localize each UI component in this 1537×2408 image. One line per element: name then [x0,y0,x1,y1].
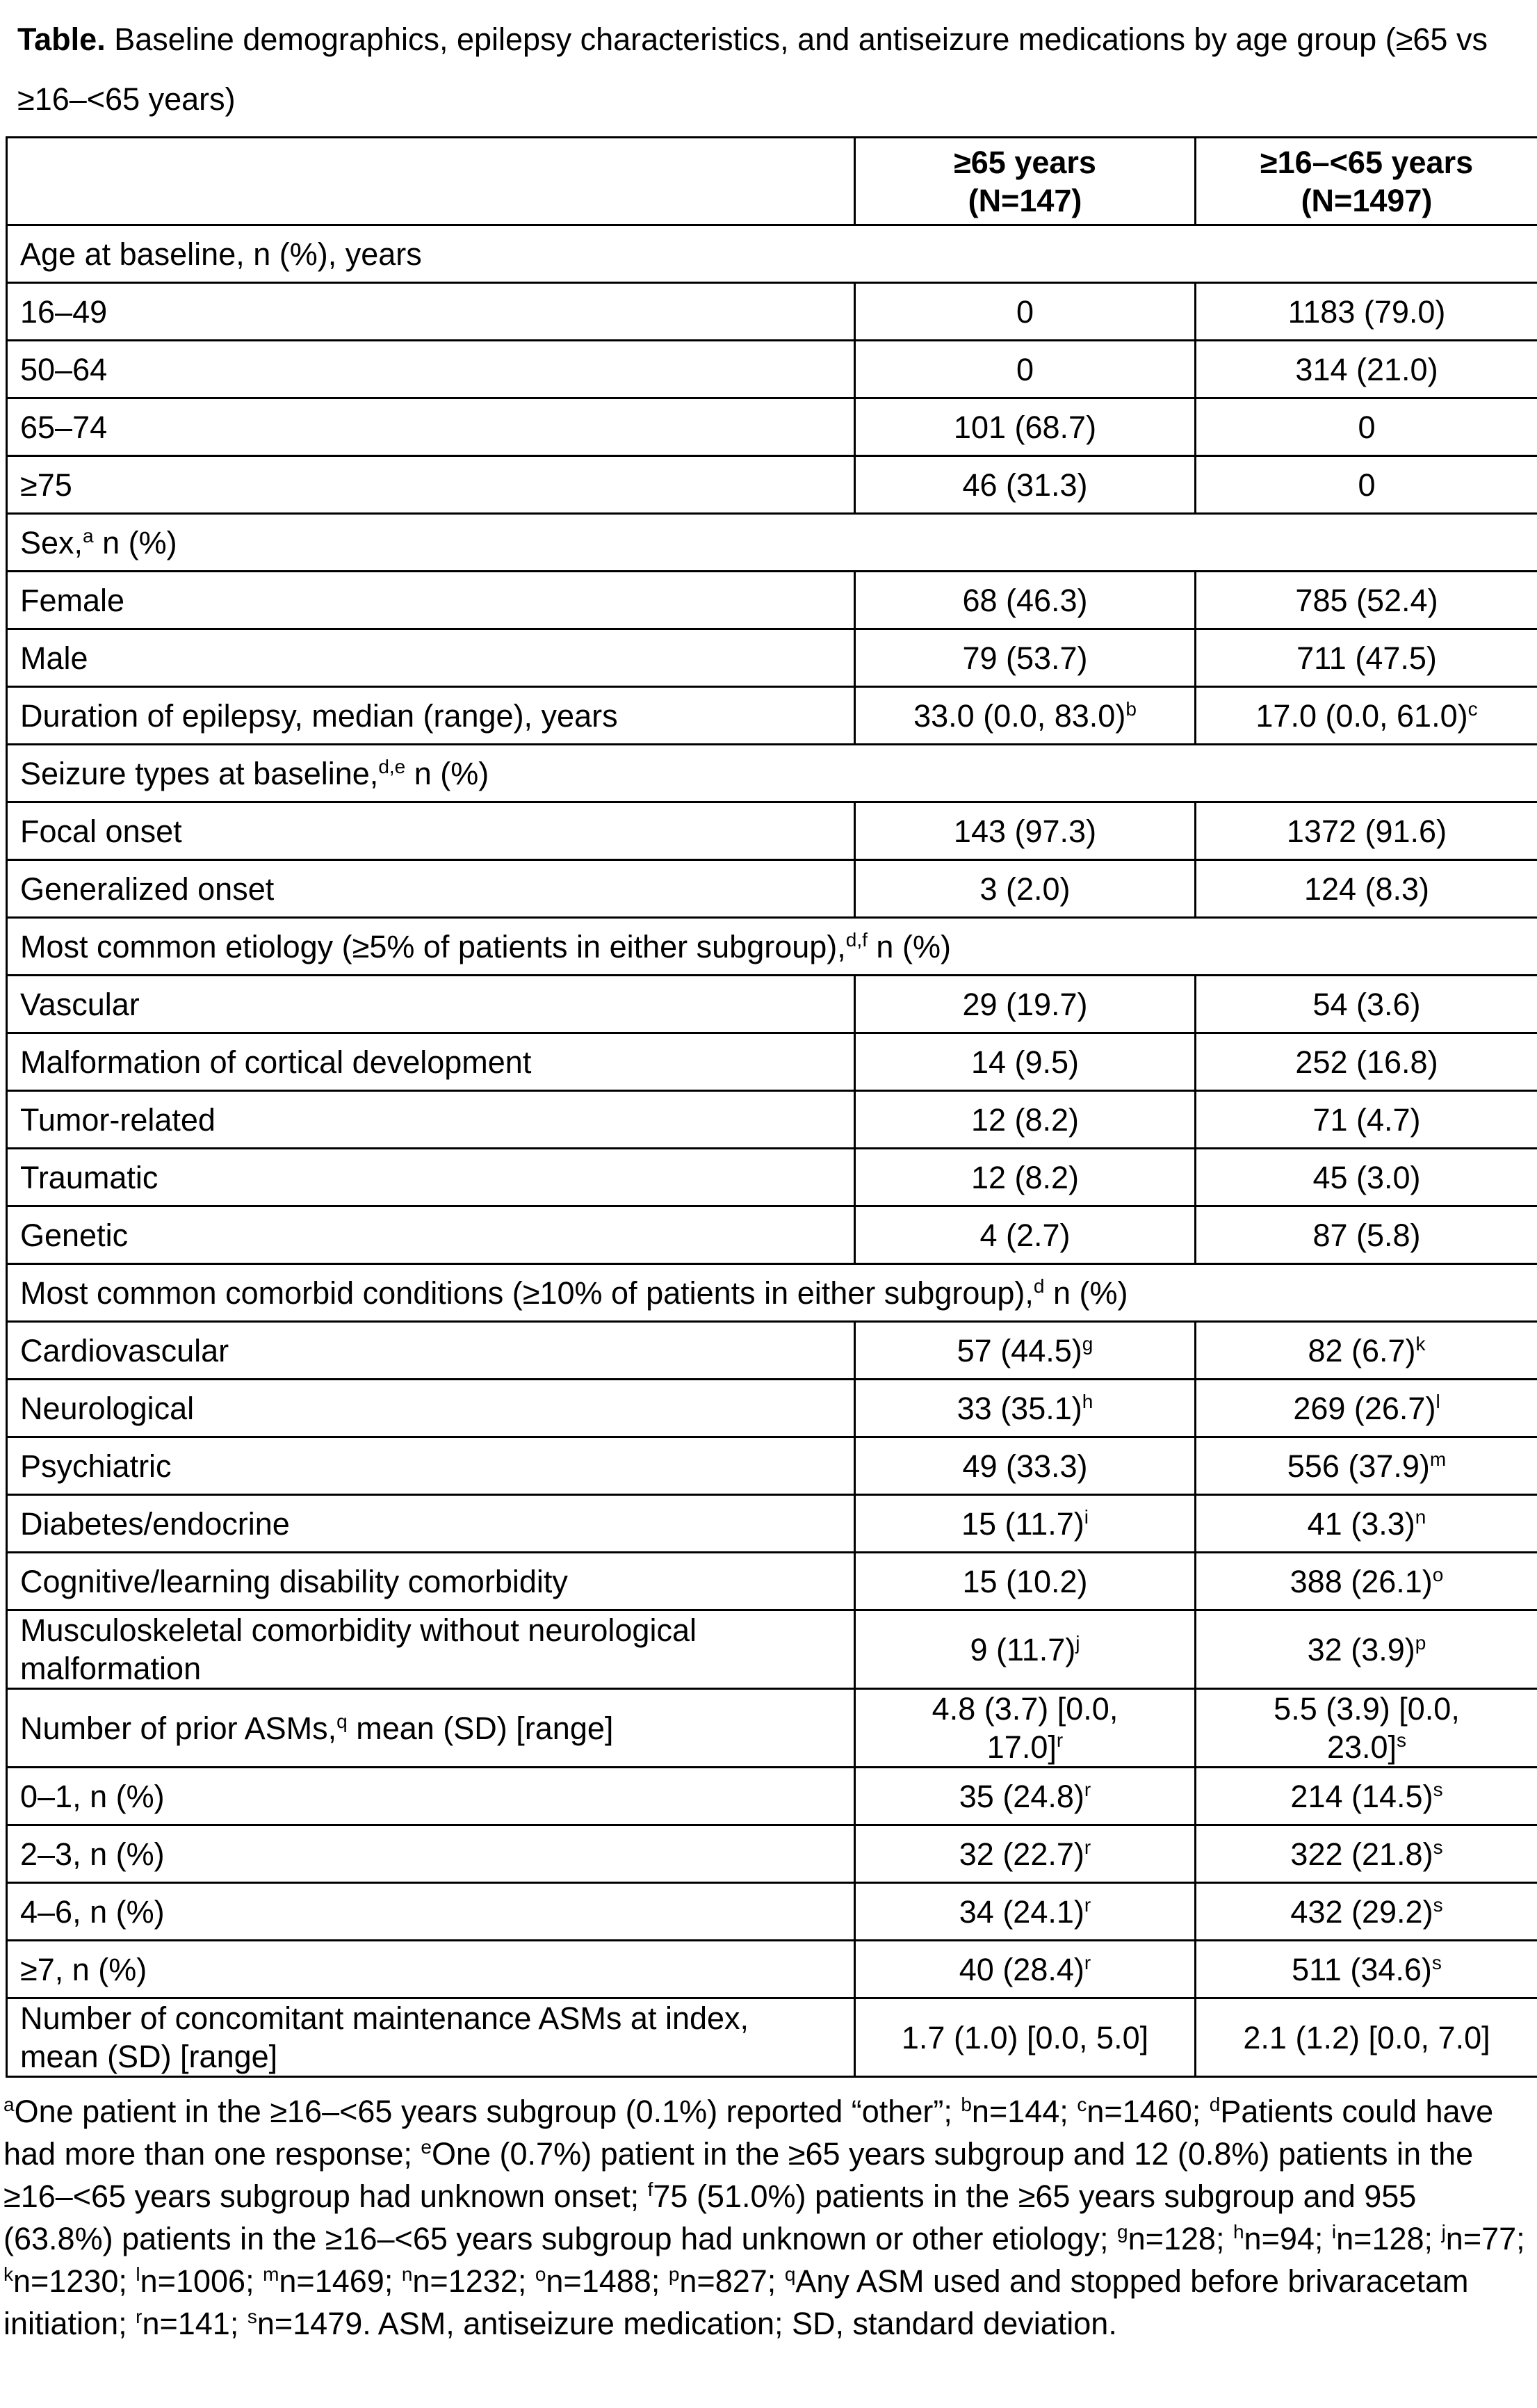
value-65-plus: 12 (8.2) [855,1091,1196,1149]
value-65-plus: 14 (9.5) [855,1033,1196,1091]
section-row-age [7,225,1537,283]
caption-label: Table. [17,22,106,57]
table-row [7,1206,1537,1264]
value-65-plus: 143 (97.3) [855,802,1196,860]
table-header-row [7,138,1537,225]
table-row [7,1941,1537,1998]
row-label: Psychiatric [7,1437,855,1495]
table-row [7,1033,1537,1091]
value-65-plus: 9 $(11.7)^j$ [855,1610,1196,1689]
table-row [7,1553,1537,1610]
value-16-65: 87 (5.8) [1196,1206,1537,1264]
value-16-65: 252 (16.8) [1196,1033,1537,1091]
row-label: Cardiovascular [7,1322,855,1380]
value-16-65: 432 $(29.2)^s$ [1196,1883,1537,1941]
table-row [7,976,1537,1033]
value-16-65: 82 $(6.7)^k$ [1196,1322,1537,1380]
value-65-plus: 15 (10.2) [855,1553,1196,1610]
row-label: Number of concomitant maintenance ASMs at index, mean (SD) [range] [7,1998,855,2077]
value-16-65: 1183 (79.0) [1196,283,1537,341]
value-16-65: 32 $(3.9)^p$ [1196,1610,1537,1689]
section-label: Sex,$^a$ n (%) [7,514,1537,572]
table-caption [17,10,1526,129]
value-65-plus: 49 (33.3) [855,1437,1196,1495]
row-label: Malformation of cortical development [7,1033,855,1091]
row-label: Male [7,629,855,687]
value-65-plus: 33.0 (0.0, 83.0)$^b$ [855,687,1196,745]
value-65-plus: 32 $(22.7)^r$ [855,1825,1196,1883]
value-65-plus: 4 (2.7) [855,1206,1196,1264]
section-row-sex [7,514,1537,572]
row-label: Focal onset [7,802,855,860]
row-label: Musculoskeletal comorbidity without neurological malformation [7,1610,855,1689]
value-65-plus: 12 (8.2) [855,1149,1196,1206]
value-16-65: 54 (3.6) [1196,976,1537,1033]
table-row [7,1495,1537,1553]
table-row-duration [7,687,1537,745]
value-65-plus: 68 (46.3) [855,572,1196,629]
table-footnotes: $^a$One patient in the ≥16–<65 years subgroup (0.1%) reported “other”; $^b$n=144; $^c$n=1460; $^d$Patients could have had more than one response; $^e$One (0.7%) patient in the ≥65 years subgroup and 12 (0.8%) patients in the ≥16–<65 years subgroup had unknown onset; $^f$75 (51.0%) patients in the ≥65 years subgroup and 955 (63.8%) patients in the ≥16–<65 years subgroup had unknown or other etiology; $^g$n=128; $^h$n=94; $^i$n=128; $^j$n=77; $^k$n=1230; $^l$n=1006; $^m$n=1469; $^n$n=1232; $^o$n=1488; $^p$n=827; $^q$Any ASM used and stopped before brivaracetam initiation; $^r$n=141; $^s$n=1479. ASM, antiseizure medication; SD, standard deviation. [3,2094,1525,2341]
row-label: Diabetes/endocrine [7,1495,855,1553]
row-label: Traumatic [7,1149,855,1206]
value-65-plus: 46 (31.3) [855,456,1196,514]
value-16-65: 322 $(21.8)^s$ [1196,1825,1537,1883]
table-row [7,398,1537,456]
table-row [7,1380,1537,1437]
value-16-65: 124 (8.3) [1196,860,1537,918]
value-16-65: 41 $(3.3)^n$ [1196,1495,1537,1553]
row-label: 50–64 [7,341,855,398]
section-row-comorbid [7,1264,1537,1322]
value-16-65: 556 $(37.9)^m$ [1196,1437,1537,1495]
value-16-65: 0 [1196,456,1537,514]
value-16-65: 785 (52.4) [1196,572,1537,629]
row-label: 2–3, n (%) [7,1825,855,1883]
table-row [7,572,1537,629]
table-row-concomitant [7,1998,1537,2077]
row-label: Generalized onset [7,860,855,918]
row-label: Tumor-related [7,1091,855,1149]
table-row [7,1091,1537,1149]
table-row [7,1768,1537,1825]
row-label: 65–74 [7,398,855,456]
table-row [7,456,1537,514]
row-label: Female [7,572,855,629]
value-65-plus: 79 (53.7) [855,629,1196,687]
value-16-65: 71 (4.7) [1196,1091,1537,1149]
row-label: Cognitive/learning disability comorbidity [7,1553,855,1610]
header-empty-cell [7,138,855,225]
baseline-table [6,136,1537,2078]
caption-text: Baseline demographics, epilepsy characteristics, and antiseizure medications by age group (≥65 vs ≥16–<65 years) [17,22,1488,117]
section-label: Seizure types at baseline,$^{d,e}$ n (%) [7,745,1537,802]
table-row [7,341,1537,398]
table-row [7,629,1537,687]
value-65-plus: 1.7 (1.0) [0.0, 5.0] [855,1998,1196,2077]
header-age-16-65: ≥16–<65 years (N=1497) [1196,138,1537,225]
value-16-65: 5.5 (3.9) [0.0, 23.0]$^s$ [1196,1689,1537,1768]
row-label: 0–1, n (%) [7,1768,855,1825]
value-16-65: 711 (47.5) [1196,629,1537,687]
value-65-plus: 4.8 (3.7) [0.0, 17.0]$^r$ [855,1689,1196,1768]
section-row-etiology [7,918,1537,976]
value-65-plus: 40 $(28.4)^r$ [855,1941,1196,1998]
table-row [7,860,1537,918]
row-label: Number of prior ASMs,$^q$ mean (SD) [range] [7,1689,855,1768]
value-65-plus: 29 (19.7) [855,976,1196,1033]
table-row [7,1825,1537,1883]
row-label: Neurological [7,1380,855,1437]
value-65-plus: 0 [855,341,1196,398]
value-65-plus: 57 $(44.5)^g$ [855,1322,1196,1380]
table-row [7,1437,1537,1495]
row-label: Vascular [7,976,855,1033]
value-16-65: 2.1 (1.2) [0.0, 7.0] [1196,1998,1537,2077]
value-16-65: 214 $(14.5)^s$ [1196,1768,1537,1825]
table-row [7,1610,1537,1689]
value-16-65: 269 $(26.7)^l$ [1196,1380,1537,1437]
value-65-plus: 35 $(24.8)^r$ [855,1768,1196,1825]
row-label: 16–49 [7,283,855,341]
value-16-65: 0 [1196,398,1537,456]
row-label: ≥7, n (%) [7,1941,855,1998]
section-label: Most common comorbid conditions (≥10% of patients in either subgroup),$^d$ n (%) [7,1264,1537,1322]
value-16-65: 388 $(26.1)^o$ [1196,1553,1537,1610]
section-label: Age at baseline, n (%), years [7,225,1537,283]
value-16-65: 1372 (91.6) [1196,802,1537,860]
table-row [7,802,1537,860]
value-65-plus: 15 $(11.7)^i$ [855,1495,1196,1553]
table-row [7,1322,1537,1380]
value-16-65: 511 $(34.6)^s$ [1196,1941,1537,1998]
value-65-plus: 3 (2.0) [855,860,1196,918]
row-label: Genetic [7,1206,855,1264]
table-row [7,1883,1537,1941]
row-label: Duration of epilepsy, median (range), years [7,687,855,745]
value-65-plus: 33 $(35.1)^h$ [855,1380,1196,1437]
value-65-plus: 34 $(24.1)^r$ [855,1883,1196,1941]
row-label: 4–6, n (%) [7,1883,855,1941]
section-row-seizure [7,745,1537,802]
value-16-65: 314 (21.0) [1196,341,1537,398]
table-row [7,1149,1537,1206]
table-row [7,283,1537,341]
table-row-prior-asms [7,1689,1537,1768]
value-16-65: 17.0 (0.0, 61.0)$^c$ [1196,687,1537,745]
header-age-65-plus: ≥65 years (N=147) [855,138,1196,225]
row-label: ≥75 [7,456,855,514]
section-label: Most common etiology (≥5% of patients in either subgroup),$^{d,f}$ n (%) [7,918,1537,976]
value-16-65: 45 (3.0) [1196,1149,1537,1206]
value-65-plus: 0 [855,283,1196,341]
value-65-plus: 101 (68.7) [855,398,1196,456]
